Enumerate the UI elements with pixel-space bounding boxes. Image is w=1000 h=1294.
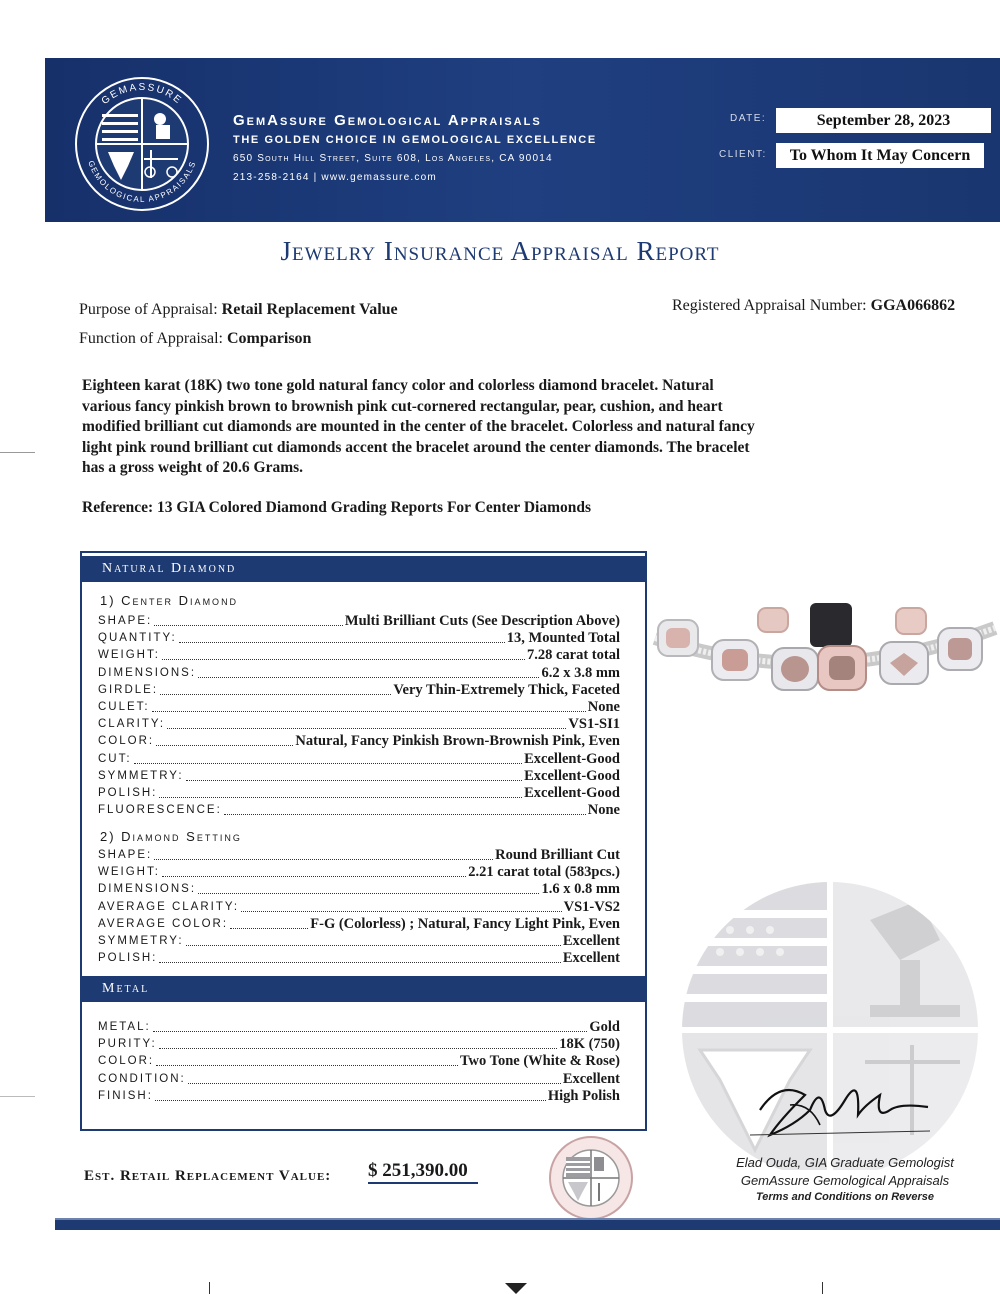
spec-value: 6.2 x 3.8 mm (541, 664, 620, 681)
spec-row (98, 802, 620, 819)
spec-row (98, 950, 620, 967)
dot-leader (162, 876, 466, 877)
spec-value: Excellent-Good (524, 785, 620, 801)
spec-label: QUANTITY: (98, 632, 177, 645)
dot-leader (159, 962, 560, 963)
spec-label: WEIGHT: (98, 866, 160, 879)
spec-value: VS1-VS2 (563, 898, 620, 915)
spec-value: Excellent-Good (524, 767, 620, 784)
signer-name: Elad Ouda, GIA Graduate Gemologist (736, 1155, 954, 1170)
spec-row (98, 768, 620, 785)
dot-leader (154, 859, 493, 860)
item-description: Eighteen karat (18K) two tone gold natural fancy color and colorless diamond bracelet. Natural various fancy pinkish brown to brownish pink cut-cornered rectangular, pear, cushion, and heart modified brilliant cut diamonds are mounted in the center of the bracelet. Colorless and natural fancy light pink round brilliant cut diamonds accent the bracelet around the center diamonds. The bracelet has a gross weight of 20.6 Grams. (82, 377, 755, 476)
spec-value: Natural, Fancy Pinkish Brown-Brownish Pink, Even (295, 733, 620, 750)
dot-leader (154, 625, 343, 626)
spec-label: DIMENSIONS: (98, 666, 197, 679)
company-contact: 213-258-2164 | www.gemassure.com (233, 172, 437, 183)
spec-label: AVERAGE CLARITY: (98, 900, 240, 913)
tagline: THE GOLDEN CHOICE IN GEMOLOGICAL EXCELLENCE (233, 134, 597, 146)
dot-leader (156, 745, 293, 746)
gemassure-seal-icon (548, 1135, 634, 1221)
center-diamond-heading: 1) Center Diamond (100, 593, 239, 608)
spec-value: None (587, 699, 620, 715)
spec-value: 7.28 carat total (526, 647, 620, 664)
spec-value: VS1-SI1 (568, 716, 620, 733)
diamond-setting-heading: 2) Diamond Setting (100, 829, 242, 844)
spec-value: Multi Brilliant Cuts (See Description Above) (344, 613, 620, 629)
spec-row (98, 785, 620, 802)
bracelet-photo (650, 598, 1000, 708)
client-value: To Whom It May Concern (776, 143, 984, 168)
spec-row (98, 699, 620, 716)
spec-row (98, 1036, 620, 1053)
dot-leader (188, 1083, 561, 1084)
scan-tick (209, 1282, 210, 1294)
spec-value: 1.6 x 0.8 mm (541, 881, 620, 898)
signer-company: GemAssure Gemological Appraisals (740, 1173, 950, 1188)
client-label: CLIENT: (719, 149, 767, 160)
spec-label: CUT: (98, 752, 132, 765)
spec-label: CONDITION: (98, 1072, 186, 1085)
spec-value: 13, Mounted Total (506, 630, 620, 647)
spec-label: GIRDLE: (98, 683, 159, 696)
scan-tick (822, 1282, 823, 1294)
spec-value: High Polish (547, 1087, 620, 1104)
company-name: GemAssure Gemological Appraisals (233, 112, 542, 129)
spec-label: SHAPE: (98, 615, 153, 627)
spec-value: Excellent (562, 933, 620, 949)
specification-table (80, 551, 647, 1131)
dot-leader (159, 1048, 557, 1049)
spec-label: DIMENSIONS: (98, 883, 197, 896)
scan-arrow-icon (505, 1283, 527, 1294)
spec-label: WEIGHT: (98, 649, 160, 662)
company-address: 650 South Hill Street, Suite 608, Los Angeles, CA 90014 (233, 153, 553, 164)
spec-row (98, 1019, 620, 1036)
spec-row (98, 933, 620, 950)
spec-label: COLOR: (98, 1055, 155, 1068)
spec-label: FINISH: (98, 1089, 153, 1102)
spec-value: 18K (750) (559, 1036, 620, 1053)
purpose-label: Purpose of Appraisal: (79, 301, 218, 318)
spec-row (98, 899, 620, 916)
spec-label: POLISH: (98, 952, 158, 965)
spec-label: FLUORESCENCE: (98, 804, 222, 817)
function-label: Function of Appraisal: (79, 330, 223, 347)
registered-label: Registered Appraisal Number: (672, 297, 867, 314)
spec-row (98, 751, 620, 768)
dot-leader (186, 780, 523, 781)
terms-note: Terms and Conditions on Reverse (755, 1191, 935, 1203)
signature-icon (750, 1065, 930, 1155)
spec-value: Very Thin-Extremely Thick, Faceted (393, 681, 620, 698)
logo-text-bottom: GEMOLOGICAL APPRAISALS (86, 159, 198, 205)
spec-label: SYMMETRY: (98, 935, 184, 947)
purpose-value: Retail Replacement Value (221, 301, 398, 318)
function-value: Comparison (226, 330, 312, 347)
spec-row (98, 881, 620, 898)
spec-row (98, 682, 620, 699)
spec-label: AVERAGE COLOR: (98, 917, 229, 930)
dot-leader (134, 763, 523, 764)
dot-leader (159, 797, 522, 798)
function-line (79, 330, 311, 348)
spec-row (98, 733, 620, 750)
dot-leader (198, 893, 539, 894)
margin-mark (0, 1096, 35, 1097)
dot-leader (153, 1031, 588, 1032)
dot-leader (179, 642, 505, 643)
spec-label: CULET: (98, 701, 150, 713)
dot-leader (186, 945, 561, 946)
dot-leader (230, 928, 308, 929)
spec-row (98, 864, 620, 881)
spec-row (98, 630, 620, 647)
dot-leader (198, 677, 539, 678)
dot-leader (152, 711, 586, 712)
value-label: Est. Retail Replacement Value: (84, 1168, 332, 1184)
gemassure-logo-icon (72, 74, 212, 214)
spec-value: None (587, 802, 620, 819)
spec-value: Round Brilliant Cut (495, 847, 620, 863)
spec-value: Excellent (562, 950, 620, 967)
dot-leader (160, 694, 391, 695)
metal-heading: Metal (82, 976, 645, 1002)
dot-leader (155, 1100, 546, 1101)
spec-value: Two Tone (White & Rose) (459, 1053, 620, 1070)
natural-diamond-heading: Natural Diamond (82, 556, 645, 582)
logo-text-top: GEMASSURE (99, 81, 185, 108)
spec-value: F-G (Colorless) ; Natural, Fancy Light Pink, Even (310, 915, 620, 932)
registered-value: GGA066862 (870, 297, 956, 314)
dot-leader (162, 659, 525, 660)
spec-label: SHAPE: (98, 849, 153, 861)
value-amount: $ 251,390.00 (368, 1160, 478, 1184)
spec-value: Excellent (562, 1070, 620, 1087)
footer-bar (55, 1220, 1000, 1230)
spec-row (98, 613, 620, 630)
margin-mark (0, 452, 35, 453)
spec-row (98, 1053, 620, 1070)
spec-label: METAL: (98, 1021, 151, 1033)
spec-row (98, 647, 620, 664)
spec-label: SYMMETRY: (98, 769, 184, 782)
date-value: September 28, 2023 (776, 108, 991, 133)
spec-label: PURITY: (98, 1038, 157, 1051)
spec-label: CLARITY: (98, 718, 166, 731)
spec-row (98, 916, 620, 933)
spec-value: Gold (589, 1019, 620, 1035)
reference-line: Reference: 13 GIA Colored Diamond Grading Reports For Center Diamonds (82, 499, 592, 516)
dot-leader (224, 814, 586, 815)
spec-value: Excellent-Good (524, 750, 620, 767)
date-label: DATE: (730, 113, 767, 124)
dot-leader (156, 1065, 458, 1066)
spec-label: COLOR: (98, 735, 155, 748)
registered-number-line (672, 297, 955, 315)
spec-row (98, 1088, 620, 1105)
purpose-line (79, 301, 398, 319)
spec-row (98, 1071, 620, 1088)
spec-value: 2.21 carat total (583pcs.) (468, 864, 620, 881)
spec-row (98, 847, 620, 864)
dot-leader (241, 911, 562, 912)
report-title: Jewelry Insurance Appraisal Report (280, 236, 720, 266)
spec-row (98, 665, 620, 682)
dot-leader (167, 728, 566, 729)
spec-label: POLISH: (98, 787, 158, 799)
spec-row (98, 716, 620, 733)
